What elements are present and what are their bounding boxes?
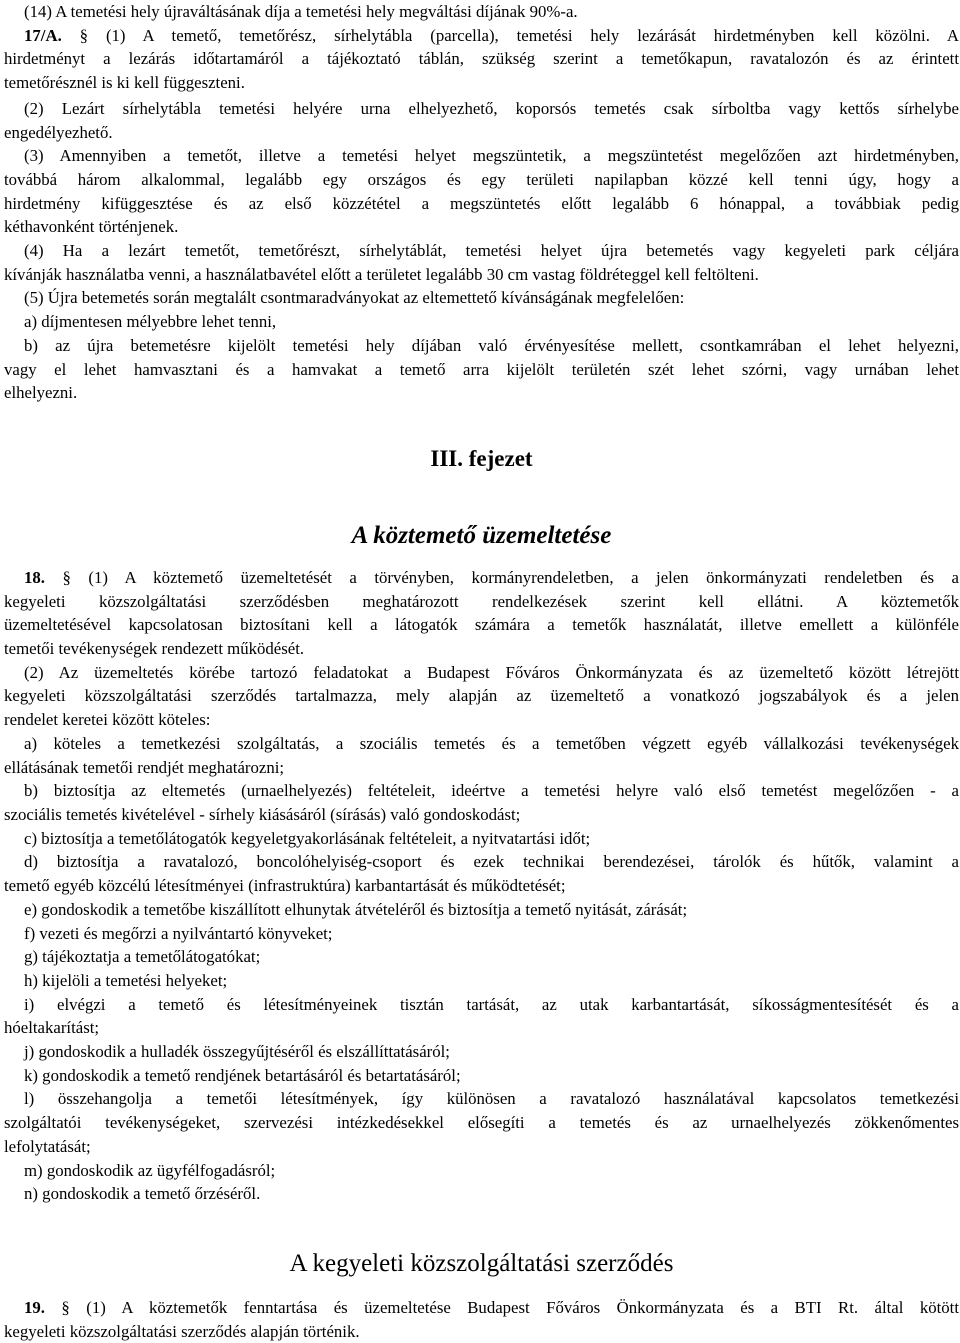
text-line: temetői tevékenységek rendezett működését. [4,639,305,659]
section-17a [4,24,959,95]
chapter-heading: III. fejezet [430,445,533,471]
text-line: vagy el lehet hamvasztani és a hamvakat a temető arra kijelölt területén szét lehet szórni, vagy urnában lehet [4,359,959,379]
text-line: kívánják használatba venni, a használatbavétel előtt a területet legalább 30 cm vastag földréteggel kell feltölteni. [4,264,759,284]
text-line [4,566,959,590]
text-line: kegyeleti közszolgáltatási szerződés tartalmazza, mely alapján az üzemeltető a vonatkozó jogszabályok és a jelen [4,686,959,706]
text-line: h) kijelöli a temetési helyeket; [24,970,228,990]
list-item [4,945,959,969]
text-line: l) összehangolja a temetői létesítmények, így különösen a ravatalozó használatával kapcsolatos temetkezési [24,1089,959,1109]
text-line: engedélyezhető. [4,122,113,142]
text-line: ellátásának temetői rendjét meghatározni; [4,757,285,777]
list-item [4,993,959,1040]
section-text: § (1) A köztemetők fenntartása és üzemeltetése Budapest Főváros Önkormányzata és a BTI Rt. által kötött [44,1297,959,1317]
text-line: temetőrésznél is ki kell függeszteni. [4,73,245,93]
text-line: hirdetmény kifüggesztése és az első közzététel a megszüntetés előtt legalább 6 hónappal, a továbbiak pedig [4,193,959,213]
text-line: szociális temetés kivételével - sírhely kiásásáról (sírásás) való gondoskodást; [4,804,521,824]
text-line: (2) Lezárt sírhelytábla temetési helyére urna elhelyezhető, koporsós temetés csak sírboltba vagy kettős sírhelybe [24,98,959,118]
text-line: szolgáltatói tevékenységeket, szervezési intézkedésekkel elősegíti a temetés és az urnaelhelyezés zökkenőmentes [4,1113,959,1133]
text-line: (5) Újra betemetés során megtalált csontmaradványokat az eltemettető kívánságának megfelelően: [24,288,685,308]
text-line: lefolytatását; [4,1136,91,1156]
text-line: továbbá három alkalommal, legalább egy országos és egy területi napilapban közzé kell tenni úgy, hogy a [4,169,959,189]
text-line: temető egyéb közcélú létesítményei (infrastruktúra) karbantartását és működtetését; [4,876,566,896]
section-number: 18. [24,567,45,587]
text-line: d) biztosítja a ravatalozó, boncolóhelyiség-csoport és ezek technikai berendezései, tárolók és hűtők, valamint a [24,852,959,872]
text-line: g) tájékoztatja a temetőlátogatókat; [24,947,261,967]
text-line: (2) Az üzemeltetés körébe tartozó feladatokat a Budapest Főváros Önkormányzata és az üzemeltető között létrejött [24,662,959,682]
section-17a-paragraph-4 [4,239,959,286]
text-line: (4) Ha a lezárt temetőt, temetőrészt, sírhelytáblát, temetési helyet újra betemetés vagy kegyeleti park céljára [24,241,959,261]
chapter-title: A köztemető üzemeltetése [351,521,612,549]
text-line [4,24,959,48]
list-item [4,1182,959,1206]
section-19 [4,1296,959,1343]
section-number: 17/A. [24,25,62,45]
text-line: kéthavonként történjenek. [4,217,179,237]
text-line [4,1296,959,1320]
section-text: § (1) A köztemető üzemeltetését a törvényben, kormányrendeletben, a jelen önkormányzati rendeletben és a [44,567,959,587]
list-item: a) díjmentesen mélyebbre lehet tenni, [24,312,277,332]
section-17a-paragraph-5 [4,286,959,405]
text-line: kegyeleti közszolgáltatási szerződés alapján történik. [4,1321,360,1341]
text-line: c) biztosítja a temetőlátogatók kegyeletgyakorlásának feltételeit, a nyitvatartási időt; [24,828,591,848]
text-line: elhelyezni. [4,383,78,403]
section-18 [4,566,959,661]
text-line: rendelet keretei között köteles: [4,710,211,730]
list-item [4,732,959,779]
list-item [4,827,959,851]
text-line: e) gondoskodik a temetőbe kiszállított elhunytak átvételéről és biztosítja a temető nyitását, zárását; [24,899,688,919]
section-heading: A kegyeleti közszolgáltatási szerződés [289,1249,674,1277]
list-item [4,969,959,993]
text-line: kegyeleti közszolgáltatási szerződésben meghatározott rendelkezések szerint kell ellátni. A köztemetők [4,591,959,611]
list-item [4,850,959,897]
text-line: üzemeltetésével kapcsolatosan biztosítani kell a látogatók számára a temetők használatát, illetve emellett a különféle [4,615,959,635]
section-17a-paragraph-3 [4,144,959,239]
text-line: i) elvégzi a temető és létesítményeinek tisztán tartását, az utak karbantartását, síkosságmentesítését és a [24,994,959,1014]
text-line: k) gondoskodik a temető rendjének betartásáról és betartatásáról; [24,1065,461,1085]
text-line: b) biztosítja az eltemetés (urnaelhelyezés) feltételeit, ideértve a temetési helyre való első temetést megelőzően - a [24,781,959,801]
text-line: n) gondoskodik a temető őrzéséről. [24,1184,261,1204]
section-18-paragraph-2 [4,661,959,1206]
paragraph-14 [4,0,959,24]
list-item [4,779,959,826]
list-item: b) az újra betemetésre kijelölt temetési hely díjában való érvényesítése mellett, csontkamrában el lehet helyezni, [24,335,959,355]
text-line: (14) A temetési hely újraváltásának díja a temetési hely megváltási díjának 90%-a. [24,2,578,21]
text-line: hóeltakarítást; [4,1018,100,1038]
section-17a-paragraph-2 [4,97,959,144]
list-item [4,898,959,922]
list-item [4,922,959,946]
list-item [4,1064,959,1088]
text-line: a) köteles a temetkezési szolgáltatás, a szociális temetés és a temetőben végzett egyéb vállalkozási tevékenységek [24,733,959,753]
text-line: m) gondoskodik az ügyfélfogadásról; [24,1160,276,1180]
section-text: § (1) A temető, temetőrész, sírhelytábla (parcella), temetési hely lezárását hirdetményben kell közölni. A [61,25,959,45]
list-item [4,1159,959,1183]
section-number: 19. [24,1297,45,1317]
text-line: f) vezeti és megőrzi a nyilvántartó könyveket; [24,923,333,943]
list-item [4,1040,959,1064]
list-item [4,1087,959,1158]
text-line: hirdetményt a lezárás időtartamáról a tájékoztató táblán, szükség szerint a temetőkapun, ravatalozón és az érintett [4,49,959,69]
text-line: (3) Amennyiben a temetőt, illetve a temetési helyet megszüntetik, a megszüntetést megelőzően azt hirdetményben, [24,146,959,166]
text-line: j) gondoskodik a hulladék összegyűjtéséről és elszállíttatásáról; [24,1042,450,1062]
